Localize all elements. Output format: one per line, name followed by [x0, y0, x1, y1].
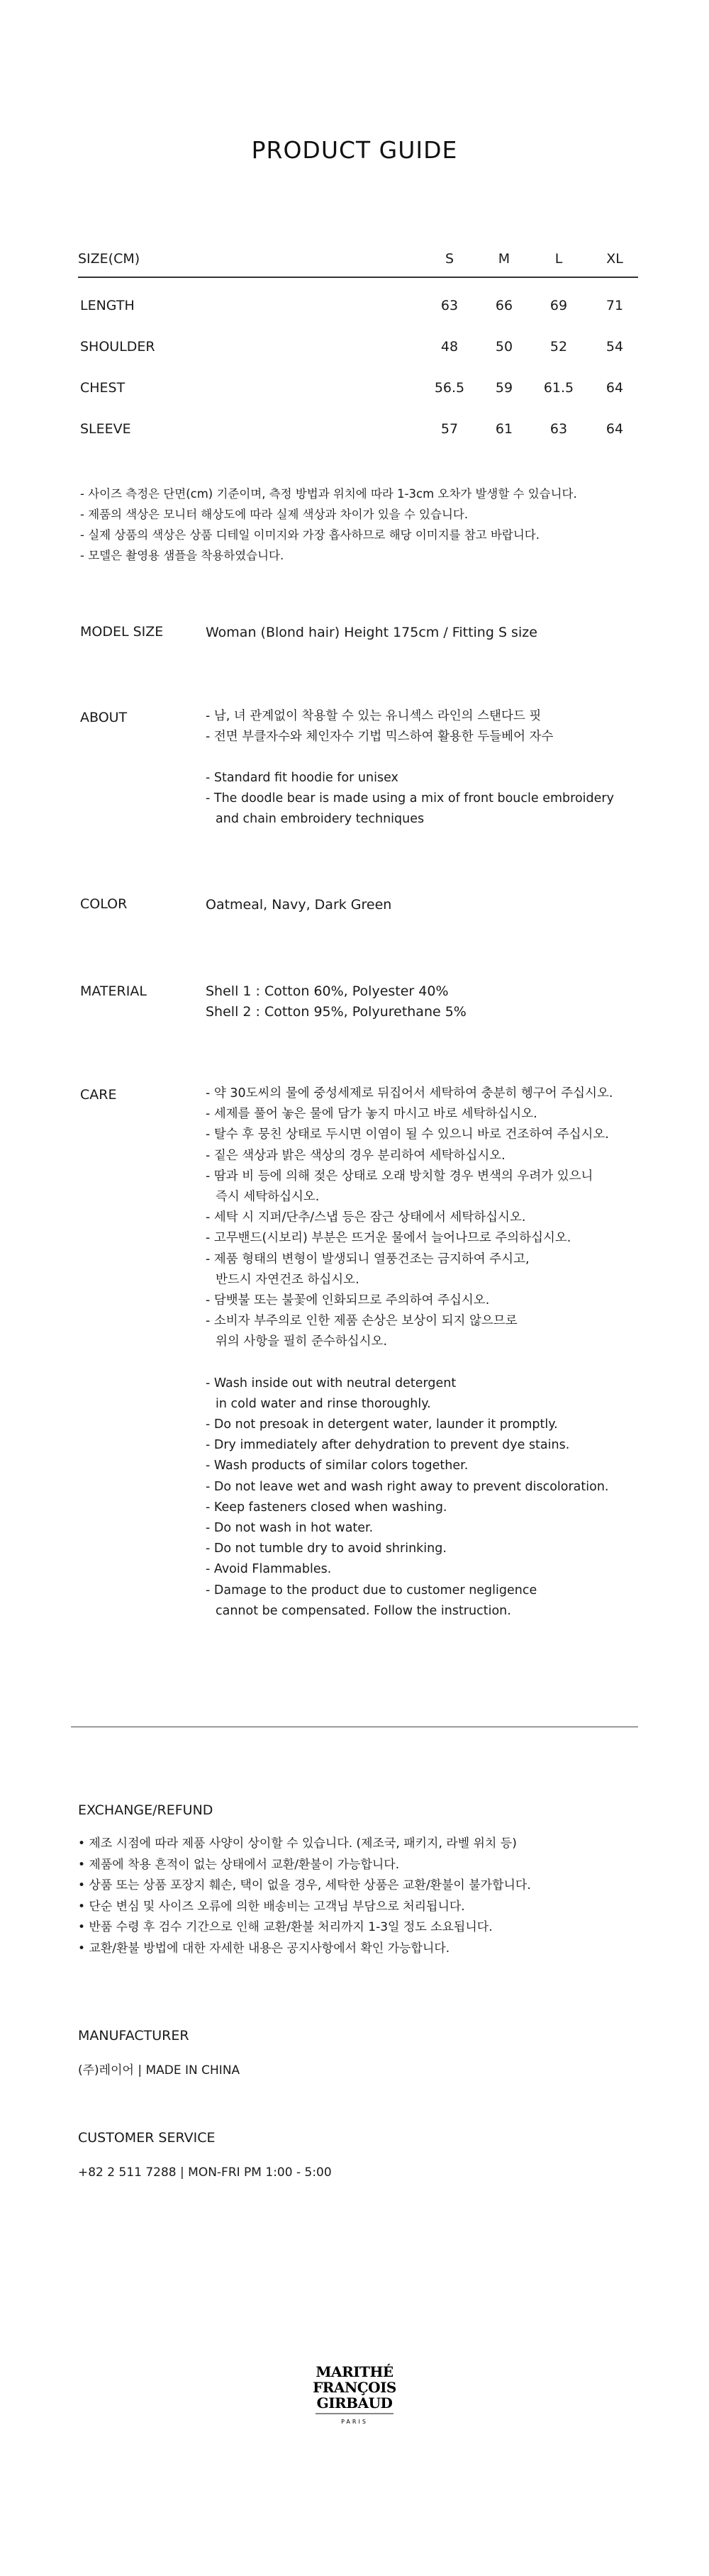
- care-line: - 담뱃불 또는 불꽃에 인화되므로 주의하여 주십시오.: [206, 1293, 490, 1308]
- note-line: - 실제 상품의 색상은 상품 디테일 이미지와 가장 흡사하므로 해당 이미지를 참고 바랍니다.: [80, 528, 540, 542]
- about-line: [206, 747, 614, 768]
- manufacturer-value: (주)레이어 | MADE IN CHINA: [78, 2063, 240, 2078]
- care-line: - 세탁 시 지퍼/단추/스냅 등은 잠근 상태에서 세탁하십시오.: [206, 1210, 526, 1225]
- table-cell: 54: [605, 339, 624, 355]
- table-cell: 64: [605, 421, 624, 437]
- manufacturer-label: MANUFACTURER: [78, 2028, 189, 2043]
- model-size-value: Woman (Blond hair) Height 175cm / Fitting S size: [206, 625, 537, 640]
- table-cell: 61.5: [543, 380, 574, 396]
- exchange-refund-label: EXCHANGE/REFUND: [78, 1802, 213, 1818]
- about-line: - Standard fit hoodie for unisex: [206, 771, 398, 785]
- material-text: [206, 981, 467, 1022]
- logo-line-1: MARITHÉ: [316, 2363, 393, 2380]
- table-cell: 61: [495, 421, 513, 437]
- table-row-label: CHEST: [80, 380, 125, 396]
- care-line: - 땀과 비 등에 의해 젖은 상태로 오래 방치할 경우 변색의 우려가 있으니: [206, 1169, 593, 1183]
- care-line: 즉시 세탁하십시오.: [216, 1190, 320, 1205]
- logo-line-3: GIRBAUD: [316, 2394, 393, 2411]
- care-line: - Do not tumble dry to avoid shrinking.: [206, 1541, 447, 1556]
- exchange-line: • 반품 수령 후 검수 기간으로 인해 교환/환불 처리까지 1-3일 정도 소요됩니다.: [78, 1920, 493, 1934]
- material-line-2: Shell 2 : Cotton 95%, Polyurethane 5%: [206, 1004, 467, 1020]
- brand-logo-graphic: [301, 2361, 408, 2429]
- brand-logo: [301, 2361, 408, 2429]
- table-cell: 63: [549, 421, 568, 437]
- care-line: - Do not wash in hot water.: [206, 1521, 374, 1536]
- color-value: Oatmeal, Navy, Dark Green: [206, 897, 392, 913]
- table-cell: 56.5: [434, 380, 465, 396]
- about-line: - 전면 부클자수와 체인자수 기법 믹스하여 활용한 두들베어 자수: [206, 730, 554, 744]
- exchange-line: • 제조 시점에 따라 제품 사양이 상이할 수 있습니다. (제조국, 패키지, 라벨 위치 등): [78, 1836, 517, 1851]
- customer-service-value: +82 2 511 7288 | MON-FRI PM 1:00 - 5:00: [78, 2165, 332, 2180]
- table-cell: 50: [495, 339, 513, 355]
- care-line: - 짙은 색상과 밝은 색상의 경우 분리하여 세탁하십시오.: [206, 1148, 506, 1163]
- table-cell: 69: [549, 298, 568, 313]
- care-line: - 고무밴드(시보리) 부분은 뜨거운 물에서 늘어나므로 주의하십시오.: [206, 1231, 571, 1246]
- size-header-l: L: [554, 251, 563, 267]
- table-cell: 66: [495, 298, 513, 313]
- care-line: - 제품 형태의 변형이 발생되니 열풍건조는 금지하여 주시고,: [206, 1251, 530, 1266]
- note-line: - 제품의 색상은 모니터 해상도에 따라 실제 색상과 차이가 있을 수 있습니다.: [80, 508, 469, 521]
- about-line: and chain embroidery techniques: [216, 812, 425, 826]
- care-line: - 소비자 부주의로 인한 제품 손상은 보상이 되지 않으므로: [206, 1314, 518, 1329]
- table-cell: 71: [605, 298, 624, 313]
- table-row-label: SLEEVE: [80, 421, 131, 437]
- care-line: 반드시 자연건조 하십시오.: [216, 1272, 359, 1287]
- material-label: MATERIAL: [80, 983, 147, 999]
- color-label: COLOR: [80, 896, 128, 912]
- care-line: - 탈수 후 뭉친 상태로 두시면 이염이 될 수 있으니 바로 건조하여 주십시오.: [206, 1127, 609, 1142]
- care-line: - 약 30도씨의 물에 중성세제로 뒤집어서 세탁하여 충분히 헹구어 주십시오.: [206, 1086, 613, 1100]
- customer-service-label: CUSTOMER SERVICE: [78, 2130, 216, 2146]
- size-header-m: M: [498, 251, 510, 267]
- logo-line-2: FRANÇOIS: [313, 2379, 396, 2396]
- table-row-label: LENGTH: [80, 298, 135, 313]
- table-cell: 48: [440, 339, 459, 355]
- size-header-xl: XL: [606, 251, 623, 267]
- care-line: - Do not leave wet and wash right away to prevent discoloration.: [206, 1479, 609, 1494]
- table-cell: 57: [440, 421, 459, 437]
- material-line-1: Shell 1 : Cotton 60%, Polyester 40%: [206, 983, 449, 999]
- care-line: - 세제를 풀어 놓은 물에 담가 놓지 마시고 바로 세탁하십시오.: [206, 1107, 537, 1122]
- care-line: - Avoid Flammables.: [206, 1562, 332, 1577]
- about-line: - The doodle bear is made using a mix of front boucle embroidery: [206, 791, 614, 805]
- care-line: 위의 사항을 필히 준수하십시오.: [216, 1334, 388, 1349]
- care-line: - Damage to the product due to customer negligence: [206, 1583, 537, 1598]
- care-text: [206, 1083, 613, 1622]
- table-cell: 59: [495, 380, 513, 396]
- size-header-s: S: [445, 251, 454, 267]
- care-line: [206, 1353, 613, 1373]
- logo-sub: PARIS: [341, 2419, 368, 2425]
- table-row-label: SHOULDER: [80, 339, 155, 355]
- exchange-line: • 상품 또는 상품 포장지 훼손, 택이 없을 경우, 세탁한 상품은 교환/환불이 불가합니다.: [78, 1878, 531, 1892]
- exchange-line: • 단순 변심 및 사이즈 오류에 의한 배송비는 고객님 부담으로 처리됩니다.: [78, 1899, 465, 1914]
- care-line: - Dry immediately after dehydration to prevent dye stains.: [206, 1438, 570, 1453]
- page-title: PRODUCT GUIDE: [251, 136, 458, 164]
- about-label: ABOUT: [80, 710, 128, 725]
- table-cell: 64: [605, 380, 624, 396]
- care-line: - Keep fasteners closed when washing.: [206, 1500, 447, 1515]
- care-label: CARE: [80, 1087, 117, 1103]
- care-line: in cold water and rinse thoroughly.: [216, 1396, 431, 1411]
- size-table-header-label: SIZE(CM): [78, 251, 140, 267]
- table-cell: 63: [440, 298, 459, 313]
- table-cell: 52: [549, 339, 568, 355]
- note-line: - 사이즈 측정은 단면(cm) 기준이며, 측정 방법과 위치에 따라 1-3cm 오차가 발생할 수 있습니다.: [80, 487, 577, 501]
- care-line: - Do not presoak in detergent water, launder it promptly.: [206, 1417, 558, 1432]
- size-notes: [80, 484, 577, 566]
- exchange-refund-text: [78, 1834, 531, 1959]
- model-size-label: MODEL SIZE: [80, 624, 164, 640]
- care-line: cannot be compensated. Follow the instruction.: [216, 1603, 511, 1618]
- exchange-line: • 교환/환불 방법에 대한 자세한 내용은 공지사항에서 확인 가능합니다.: [78, 1941, 450, 1956]
- note-line: - 모델은 촬영용 샘플을 착용하였습니다.: [80, 549, 284, 562]
- care-line: - Wash inside out with neutral detergent: [206, 1376, 457, 1390]
- care-line: - Wash products of similar colors together.: [206, 1459, 469, 1473]
- exchange-line: • 제품에 착용 흔적이 없는 상태에서 교환/환불이 가능합니다.: [78, 1857, 400, 1872]
- about-line: - 남, 녀 관계없이 착용할 수 있는 유니섹스 라인의 스탠다드 핏: [206, 709, 542, 723]
- about-text: [206, 706, 614, 830]
